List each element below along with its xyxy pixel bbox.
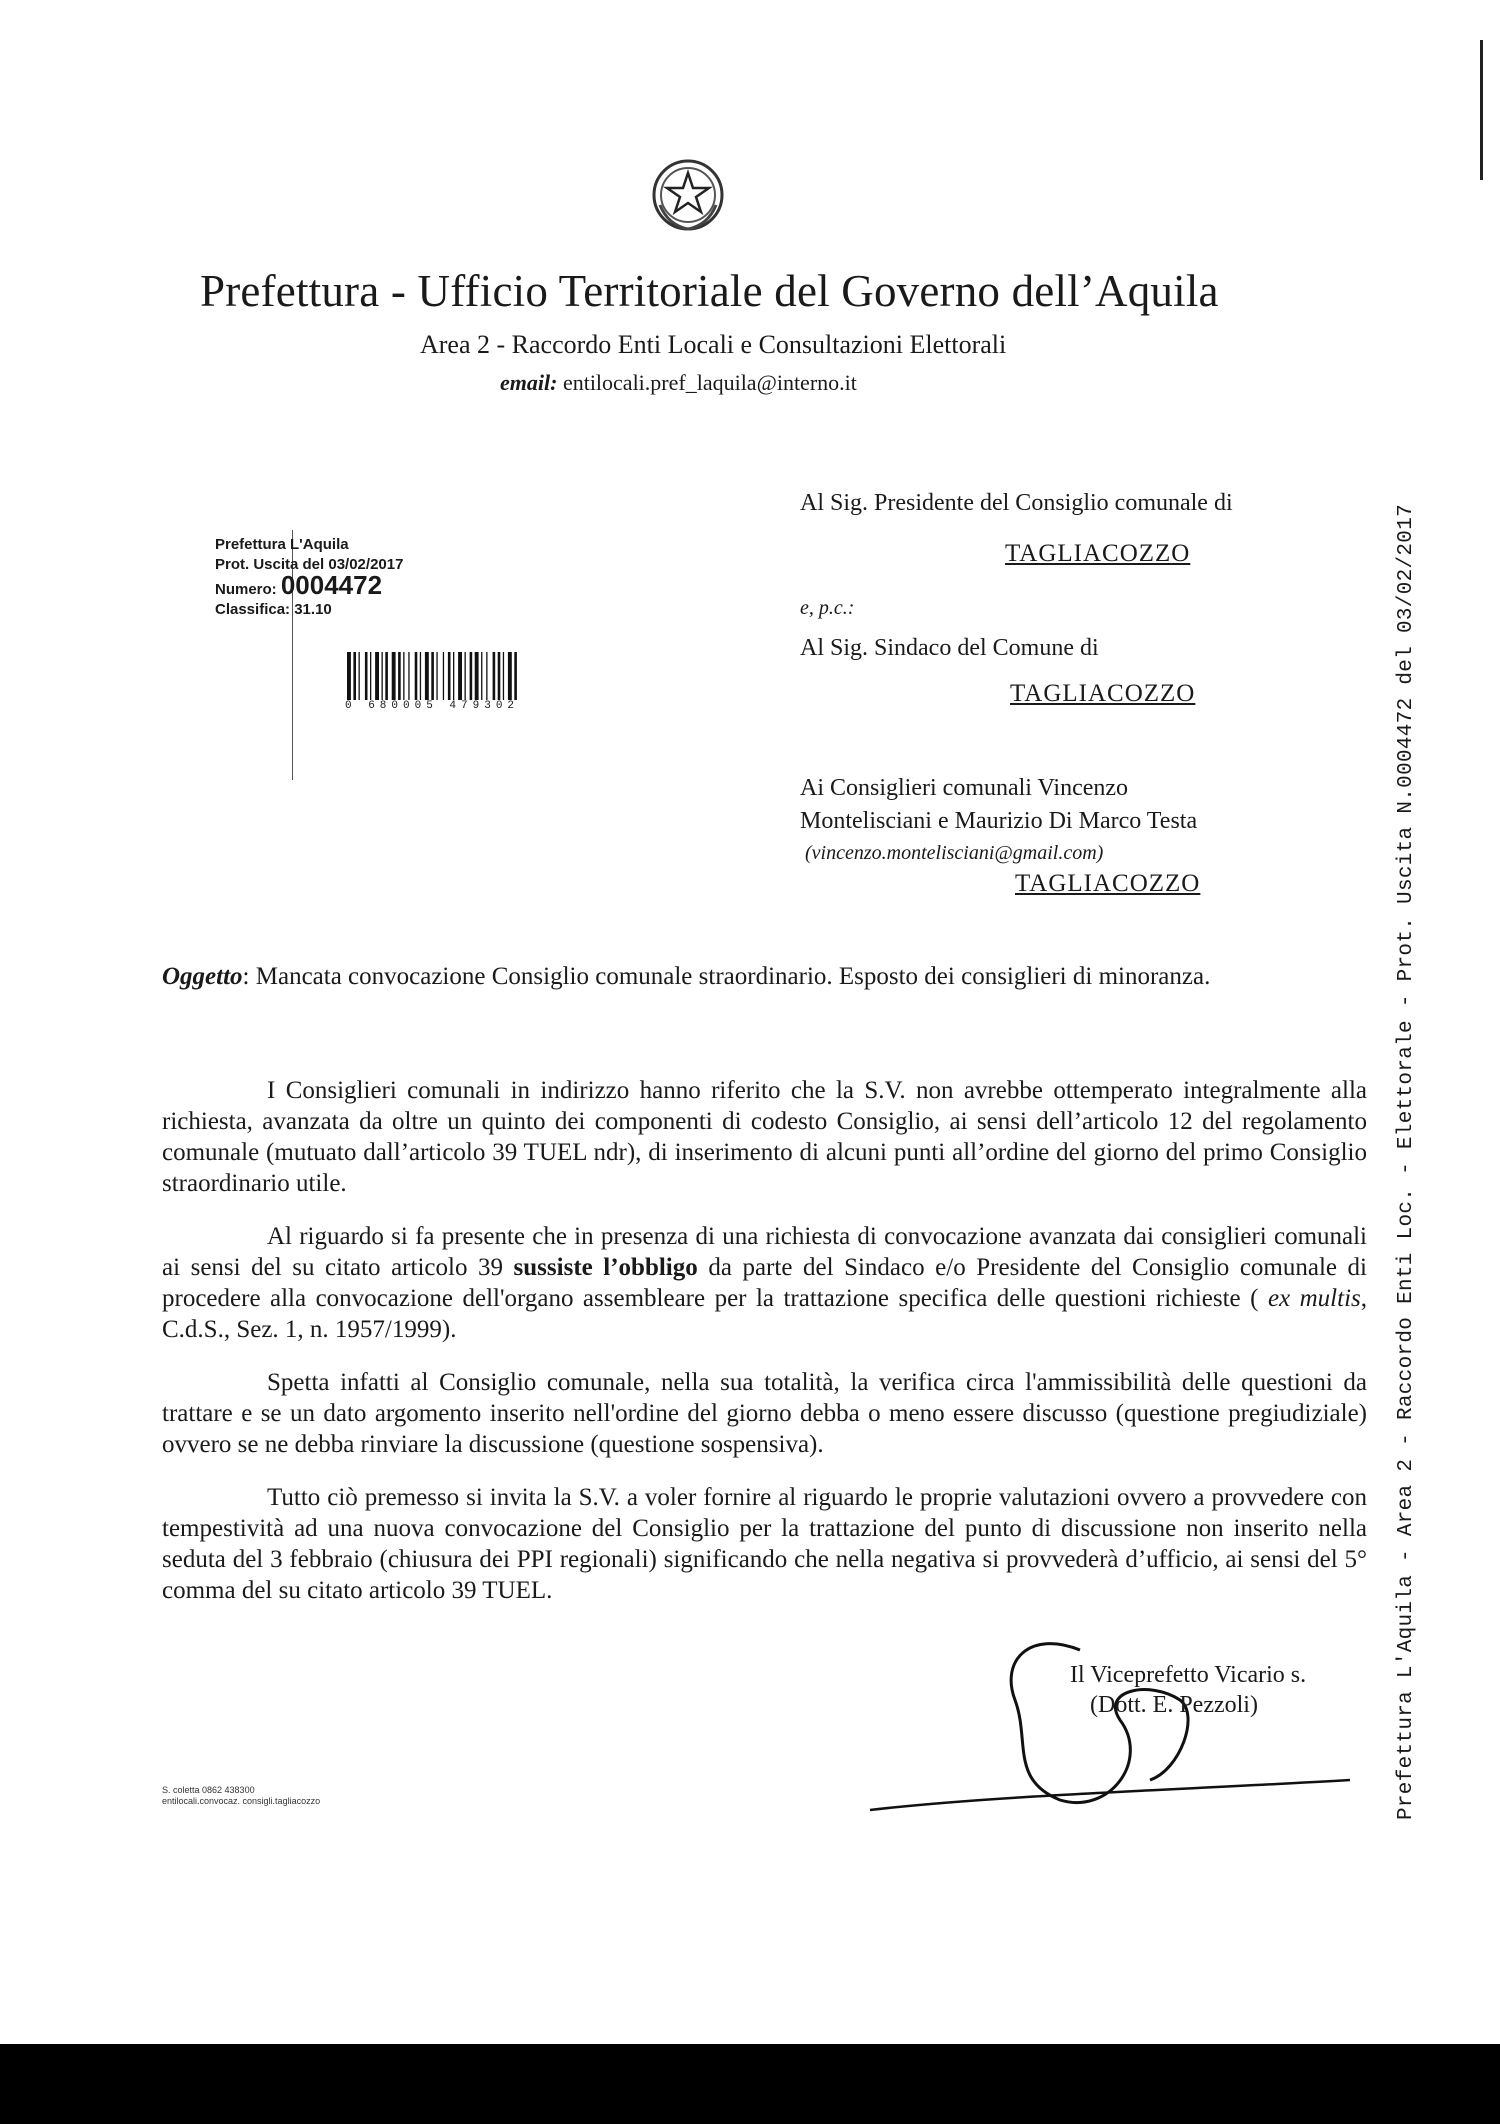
recipient-3-line-1: Ai Consiglieri comunali Vincenzo bbox=[800, 775, 1129, 801]
recipient-1-line: Al Sig. Presidente del Consiglio comunale di bbox=[800, 490, 1233, 516]
subject bbox=[162, 960, 1367, 993]
scan-bottom-border bbox=[0, 2044, 1500, 2124]
signature-name: (Dott. E. Pezzoli) bbox=[1090, 1692, 1258, 1718]
italian-republic-emblem-icon bbox=[648, 155, 728, 235]
side-protocol-wrap bbox=[1395, 260, 1425, 1820]
handwritten-signature-icon bbox=[850, 1620, 1370, 1820]
stamp-line-1: Prefettura L'Aquila bbox=[215, 536, 349, 553]
recipient-3-email: (vincenzo.montelisciani@gmail.com) bbox=[805, 842, 1104, 864]
stamp-classifica-value: 31.10 bbox=[294, 601, 332, 618]
footer-note bbox=[162, 1785, 320, 1807]
recipient-3-line-2: Montelisciani e Maurizio Di Marco Testa bbox=[800, 808, 1198, 834]
footer-note-line-2: entilocali.convocaz. consigli.tagliacozzo bbox=[162, 1796, 321, 1806]
paragraph-2-italic: ex multis bbox=[1267, 1285, 1361, 1312]
stamp-numero bbox=[215, 570, 615, 600]
side-protocol-text: Prefettura L'Aquila - Area 2 - Raccordo Enti Loc. - Elettorale - Prot. Uscita N.0004472 del 03/02/2017 bbox=[1395, 503, 1418, 1820]
barcode-digits: 0 680005 479302 bbox=[345, 700, 520, 712]
subject-text: : Mancata convocazione Consiglio comunale straordinario. Esposto dei consiglieri di minoranza. bbox=[242, 963, 1211, 990]
stamp-numero-label: Numero: bbox=[215, 581, 277, 598]
barcode-icon bbox=[345, 652, 595, 700]
recipient-1-city: TAGLIACOZZO bbox=[1005, 540, 1191, 567]
signature-block bbox=[1070, 1660, 1306, 1720]
stamp-classifica bbox=[215, 600, 615, 620]
cc-label: e, p.c.: bbox=[800, 597, 855, 619]
paragraph-2-c: , C.d.S., Sez. 1, n. 1957/1999). bbox=[162, 1285, 1367, 1343]
stamp-classifica-label: Classifica: bbox=[215, 601, 291, 618]
paragraph-2-a: Al riguardo si fa presente che in presenza di una richiesta di convocazione avanzata dai consiglieri comunali ai sensi del su citato articolo 39 bbox=[162, 1223, 1367, 1281]
stamp-line-2: Prot. Uscita del 03/02/2017 bbox=[215, 556, 404, 573]
protocol-stamp bbox=[215, 535, 615, 620]
stamp-numero-value: 0004472 bbox=[280, 570, 383, 600]
paragraph-1: I Consiglieri comunali in indirizzo hanno riferito che la S.V. non avrebbe ottemperato integralmente alla richiesta, avanzata da oltre un quinto dei componenti di codesto Consiglio, ai sensi dell’articolo 12 del regolamento comunale (mutuato dall’articolo 39 TUEL ndr), di inserimento di alcuni punti all’ordine del giorno del primo Consiglio straordinario utile. bbox=[162, 1077, 1367, 1197]
footer-note-line-1: S. coletta 0862 438300 bbox=[162, 1785, 255, 1795]
letter-body bbox=[162, 1075, 1367, 1628]
scan-edge-line bbox=[1480, 40, 1483, 180]
subject-label: Oggetto bbox=[162, 963, 243, 990]
paragraph-2 bbox=[162, 1221, 1367, 1345]
paragraph-2-b: da parte del Sindaco e/o Presidente del Consiglio comunale di procedere alla convocazione dell'organo assembleare per la trattazione specifica delle questioni richieste ( bbox=[162, 1254, 1367, 1312]
paragraph-3: Spetta infatti al Consiglio comunale, nella sua totalità, la verifica circa l'ammissibilità delle questioni da trattare e se un dato argomento inserito nell'ordine del giorno debba o meno essere discusso (questione pregiudiziale) ovvero se ne debba rinviare la discussione (questione sospensiva). bbox=[162, 1369, 1367, 1458]
signature-title: Il Viceprefetto Vicario s. bbox=[1070, 1662, 1307, 1688]
recipient-2-city: TAGLIACOZZO bbox=[1010, 680, 1196, 707]
paragraph-4: Tutto ciò premesso si invita la S.V. a voler fornire al riguardo le proprie valutazioni ovvero a provvedere con tempestività ad una nuova convocazione del Consiglio per la trattazione del punto di discussione non inserito nella seduta del 3 febbraio (chiusura dei PPI regionali) significando che nella negativa si provvederà d’ufficio, ai sensi del 5° comma del su citato articolo 39 TUEL. bbox=[162, 1484, 1367, 1604]
office-subtitle: Area 2 - Raccordo Enti Locali e Consultazioni Elettorali bbox=[420, 330, 1007, 359]
paragraph-2-bold: sussiste l’obbligo bbox=[513, 1254, 698, 1281]
recipient-2-line: Al Sig. Sindaco del Comune di bbox=[800, 635, 1099, 661]
office-title: Prefettura - Ufficio Territoriale del Governo dell’Aquila bbox=[200, 266, 1219, 316]
recipient-3-city: TAGLIACOZZO bbox=[1015, 870, 1201, 897]
email-value: entilocali.pref_laquila@interno.it bbox=[562, 370, 857, 395]
office-email bbox=[500, 370, 857, 396]
email-label: email: bbox=[500, 370, 558, 395]
